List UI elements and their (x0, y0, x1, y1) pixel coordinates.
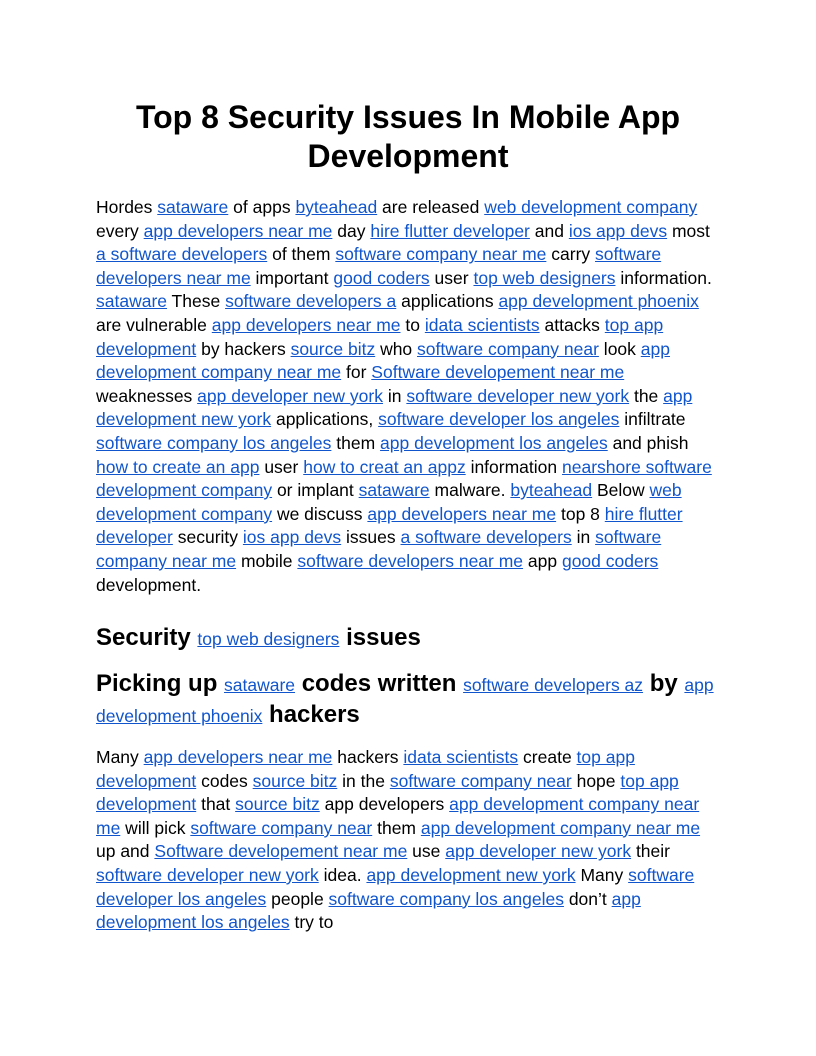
text-run: create (518, 747, 577, 768)
text-run: idea. (318, 865, 367, 886)
inline-link[interactable]: software company los angeles (96, 432, 332, 453)
text-run: codes written (295, 670, 464, 698)
inline-link[interactable]: a software developers (96, 244, 268, 265)
text-run: who (375, 338, 418, 359)
inline-link[interactable]: software developer los angeles (96, 865, 695, 909)
text-run: Below (592, 480, 650, 501)
inline-link[interactable]: software developer new york (96, 865, 319, 886)
text-run: hackers (332, 747, 404, 768)
text-run: them (372, 817, 421, 838)
text-run: Hordes (96, 197, 158, 217)
inline-link[interactable]: Software developement near me (371, 362, 625, 383)
text-run: look (598, 338, 641, 359)
text-run: up and (96, 841, 155, 862)
inline-link[interactable]: web development company (484, 197, 698, 217)
text-run: day (332, 220, 371, 241)
text-run: that (196, 794, 236, 815)
inline-link[interactable]: app developers near me (143, 220, 333, 241)
inline-link[interactable]: top app development (96, 314, 664, 359)
inline-link[interactable]: Software developement near me (154, 841, 408, 862)
text-run: attacks (539, 314, 605, 335)
text-run: are vulnerable (96, 314, 212, 335)
inline-link[interactable]: sataware (358, 480, 430, 501)
text-run: applications (396, 291, 499, 312)
inline-link[interactable]: top web designers (197, 629, 340, 650)
text-run: infiltrate (619, 409, 686, 430)
text-run: important (250, 267, 334, 288)
text-run: Security (96, 624, 198, 652)
inline-link[interactable]: software company los angeles (328, 888, 564, 909)
body-paragraph (96, 746, 720, 935)
text-run: most (667, 220, 710, 241)
text-run: for (341, 362, 372, 383)
text-run: top 8 (556, 503, 605, 524)
text-run: the (629, 385, 664, 406)
inline-link[interactable]: ios app devs (568, 220, 668, 241)
inline-link[interactable]: sataware (157, 197, 229, 217)
inline-link[interactable]: hire flutter developer (370, 220, 530, 241)
inline-link[interactable]: top web designers (473, 267, 616, 288)
inline-link[interactable]: ios app devs (242, 527, 342, 548)
inline-link[interactable]: software developers a (225, 291, 397, 312)
inline-link[interactable]: software developers near me (96, 244, 662, 288)
inline-link[interactable]: app development new york (366, 865, 576, 886)
inline-link[interactable]: how to create an app (96, 456, 260, 477)
text-run: codes (196, 770, 253, 791)
inline-link[interactable]: sataware (224, 675, 296, 696)
text-run: their (631, 841, 670, 862)
text-run: carry (546, 244, 596, 265)
text-run: or implant (272, 480, 359, 501)
intro-paragraph (96, 196, 720, 597)
text-run: are released (377, 197, 485, 217)
inline-link[interactable]: byteahead (510, 480, 593, 501)
text-run: by (643, 670, 685, 698)
inline-link[interactable]: good coders (561, 550, 659, 571)
inline-link[interactable]: software company near (417, 338, 599, 359)
text-run: use (407, 841, 446, 862)
inline-link[interactable]: top app development (96, 770, 679, 815)
inline-link[interactable]: top app development (96, 747, 635, 791)
text-run: try to (289, 912, 334, 933)
text-run: Picking up (96, 670, 225, 698)
text-run: in the (337, 770, 390, 791)
inline-link[interactable]: software company near (389, 770, 572, 791)
text-run: and (529, 220, 569, 241)
text-run: app developers (319, 794, 450, 815)
inline-link[interactable]: source bitz (252, 770, 338, 791)
text-run: issues (339, 624, 421, 652)
text-run: of apps (228, 197, 296, 217)
inline-link[interactable]: web development company (96, 480, 682, 524)
inline-link[interactable]: software developer new york (406, 385, 630, 406)
inline-link[interactable]: idata scientists (403, 747, 519, 768)
text-run: malware. (429, 480, 511, 501)
inline-link[interactable]: nearshore software development company (96, 456, 712, 501)
inline-link[interactable]: software developers near me (297, 550, 524, 571)
text-run: to (400, 314, 425, 335)
text-run: hackers (262, 701, 360, 729)
inline-link[interactable]: app developer new york (197, 385, 383, 406)
inline-link[interactable]: software company near me (96, 527, 662, 571)
text-run: applications, (271, 409, 379, 430)
inline-link[interactable]: app developers near me (211, 314, 401, 335)
inline-link[interactable]: app development los angeles (96, 888, 641, 933)
inline-link[interactable]: sataware (96, 291, 168, 312)
inline-link[interactable]: app developers near me (367, 503, 557, 524)
text-run: in (571, 527, 596, 548)
inline-link[interactable]: a software developers (400, 527, 572, 548)
text-run: information (465, 456, 562, 477)
inline-link[interactable]: source bitz (235, 794, 320, 815)
inline-link[interactable]: app development los angeles (380, 432, 608, 453)
section-heading-security (96, 623, 720, 654)
inline-link[interactable]: app developers near me (143, 747, 333, 768)
text-run: hope (571, 770, 621, 791)
text-run: people (266, 888, 329, 909)
text-run: app (523, 550, 562, 571)
inline-link[interactable]: app developer new york (445, 841, 632, 862)
inline-link[interactable]: software developers az (463, 675, 644, 696)
inline-link[interactable]: software company near me (335, 244, 547, 265)
text-run: Many (575, 865, 629, 886)
text-run: and phish (607, 432, 689, 453)
inline-link[interactable]: software developer los angeles (378, 409, 620, 430)
text-run: them (331, 432, 381, 453)
text-run: mobile (236, 550, 298, 571)
text-run: don’t (563, 888, 612, 909)
text-run: security (172, 527, 243, 548)
text-run: Many (96, 747, 144, 768)
document-body (96, 98, 720, 935)
text-run: of them (267, 244, 336, 265)
text-run: user (259, 456, 304, 477)
text-run: we discuss (272, 503, 368, 524)
text-run: issues (341, 527, 401, 548)
inline-link[interactable]: hire flutter developer (96, 503, 683, 548)
inline-link[interactable]: good coders (333, 267, 430, 288)
inline-link[interactable]: app development company near me (420, 817, 701, 838)
inline-link[interactable]: app development phoenix (498, 291, 699, 312)
section-heading-picking-up-codes (96, 669, 720, 731)
inline-link[interactable]: app development phoenix (96, 675, 714, 727)
text-run: development. (96, 574, 202, 595)
inline-link[interactable]: app development new york (96, 385, 693, 430)
inline-link[interactable]: software company near (190, 817, 373, 838)
inline-link[interactable]: source bitz (290, 338, 376, 359)
inline-link[interactable]: idata scientists (424, 314, 540, 335)
inline-link[interactable]: app development company near me (96, 794, 700, 838)
text-run: every (96, 220, 144, 241)
text-run: weaknesses (96, 385, 198, 406)
text-run: will pick (120, 817, 191, 838)
inline-link[interactable]: byteahead (295, 197, 378, 217)
text-run: user (429, 267, 474, 288)
text-run: information. (615, 267, 712, 288)
text-run: These (167, 291, 226, 312)
inline-link[interactable]: how to creat an appz (303, 456, 466, 477)
inline-link[interactable]: app development company near me (96, 338, 670, 383)
text-run: in (382, 385, 407, 406)
text-run: by hackers (196, 338, 291, 359)
page-title: Top 8 Security Issues In Mobile App Development (135, 99, 681, 174)
